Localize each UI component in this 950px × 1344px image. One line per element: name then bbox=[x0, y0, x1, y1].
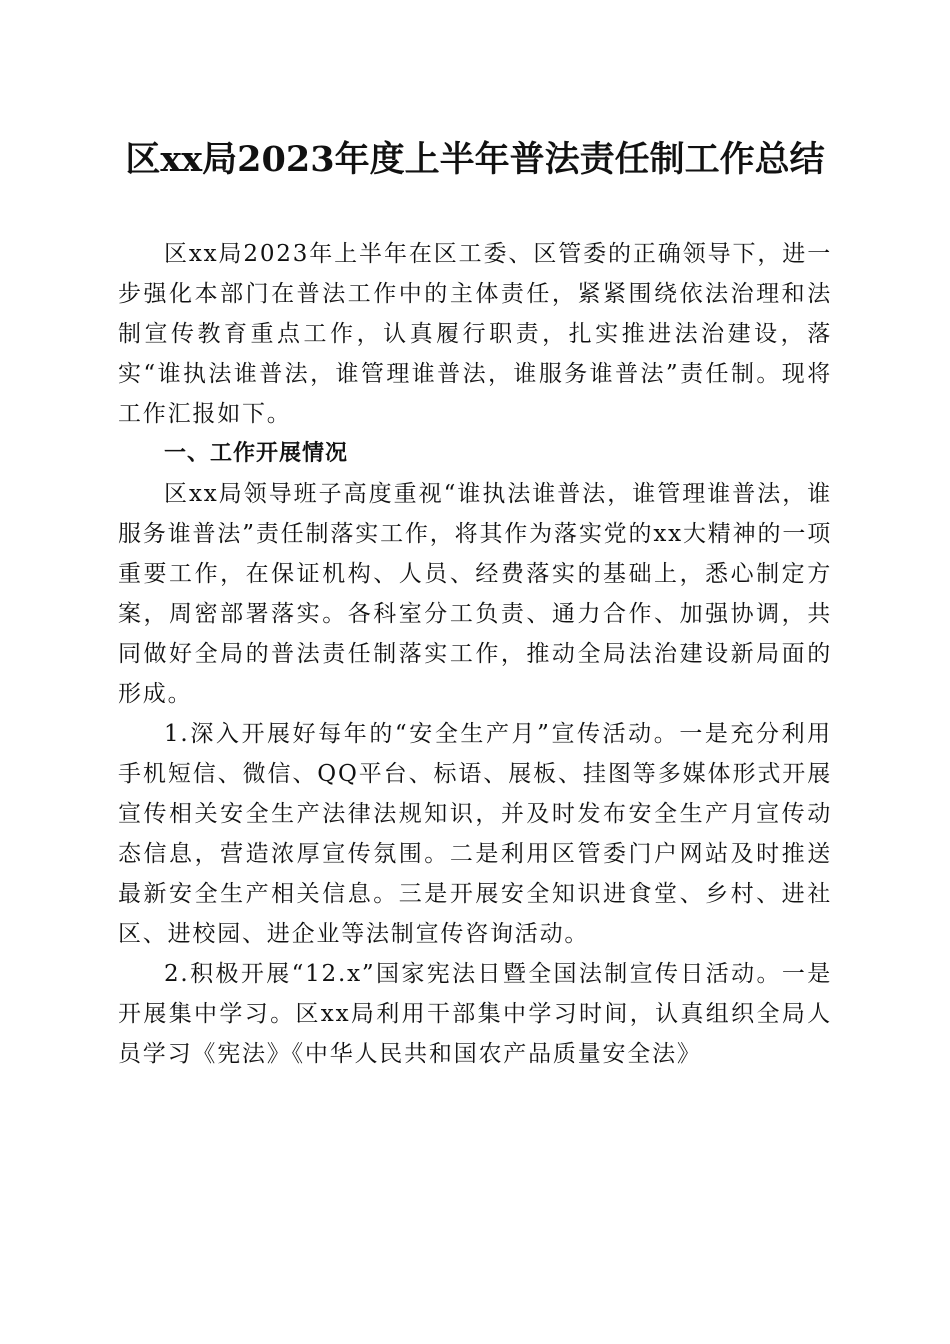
document-body bbox=[118, 234, 832, 1074]
intro-paragraph: 区xx局2023年上半年在区工委、区管委的正确领导下，进一步强化本部门在普法工作中的主体责任，紧紧围绕依法治理和法制宣传教育重点工作，认真履行职责，扎实推进法治建设，落实“谁执法谁普法，谁管理谁普法，谁服务谁普法”责任制。现将工作汇报如下。 bbox=[118, 241, 832, 427]
item-1-paragraph: 1.深入开展好每年的“安全生产月”宣传活动。一是充分利用手机短信、微信、QQ平台、标语、展板、挂图等多媒体形式开展宣传相关安全生产法律法规知识，并及时发布安全生产月宣传动态信息，营造浓厚宣传氛围。二是利用区管委门户网站及时推送最新安全生产相关信息。三是开展安全知识进食堂、乡村、进社区、进校园、进企业等法制宣传咨询活动。 bbox=[118, 721, 832, 947]
item-2-paragraph: 2.积极开展“12.x”国家宪法日暨全国法制宣传日活动。一是开展集中学习。区xx局利用干部集中学习时间，认真组织全局人员学习《宪法》《中华人民共和国农产品质量安全法》 bbox=[118, 961, 832, 1067]
document-title: 区xx局2023年度上半年普法责任制工作总结 bbox=[125, 139, 825, 180]
section-heading: 一、工作开展情况 bbox=[164, 441, 349, 466]
section-paragraph: 区xx局领导班子高度重视“谁执法谁普法，谁管理谁普法，谁服务谁普法”责任制落实工作，将其作为落实党的xx大精神的一项重要工作，在保证机构、人员、经费落实的基础上，悉心制定方案，周密部署落实。各科室分工负责、通力合作、加强协调，共同做好全局的普法责任制落实工作，推动全局法治建设新局面的形成。 bbox=[118, 481, 832, 707]
